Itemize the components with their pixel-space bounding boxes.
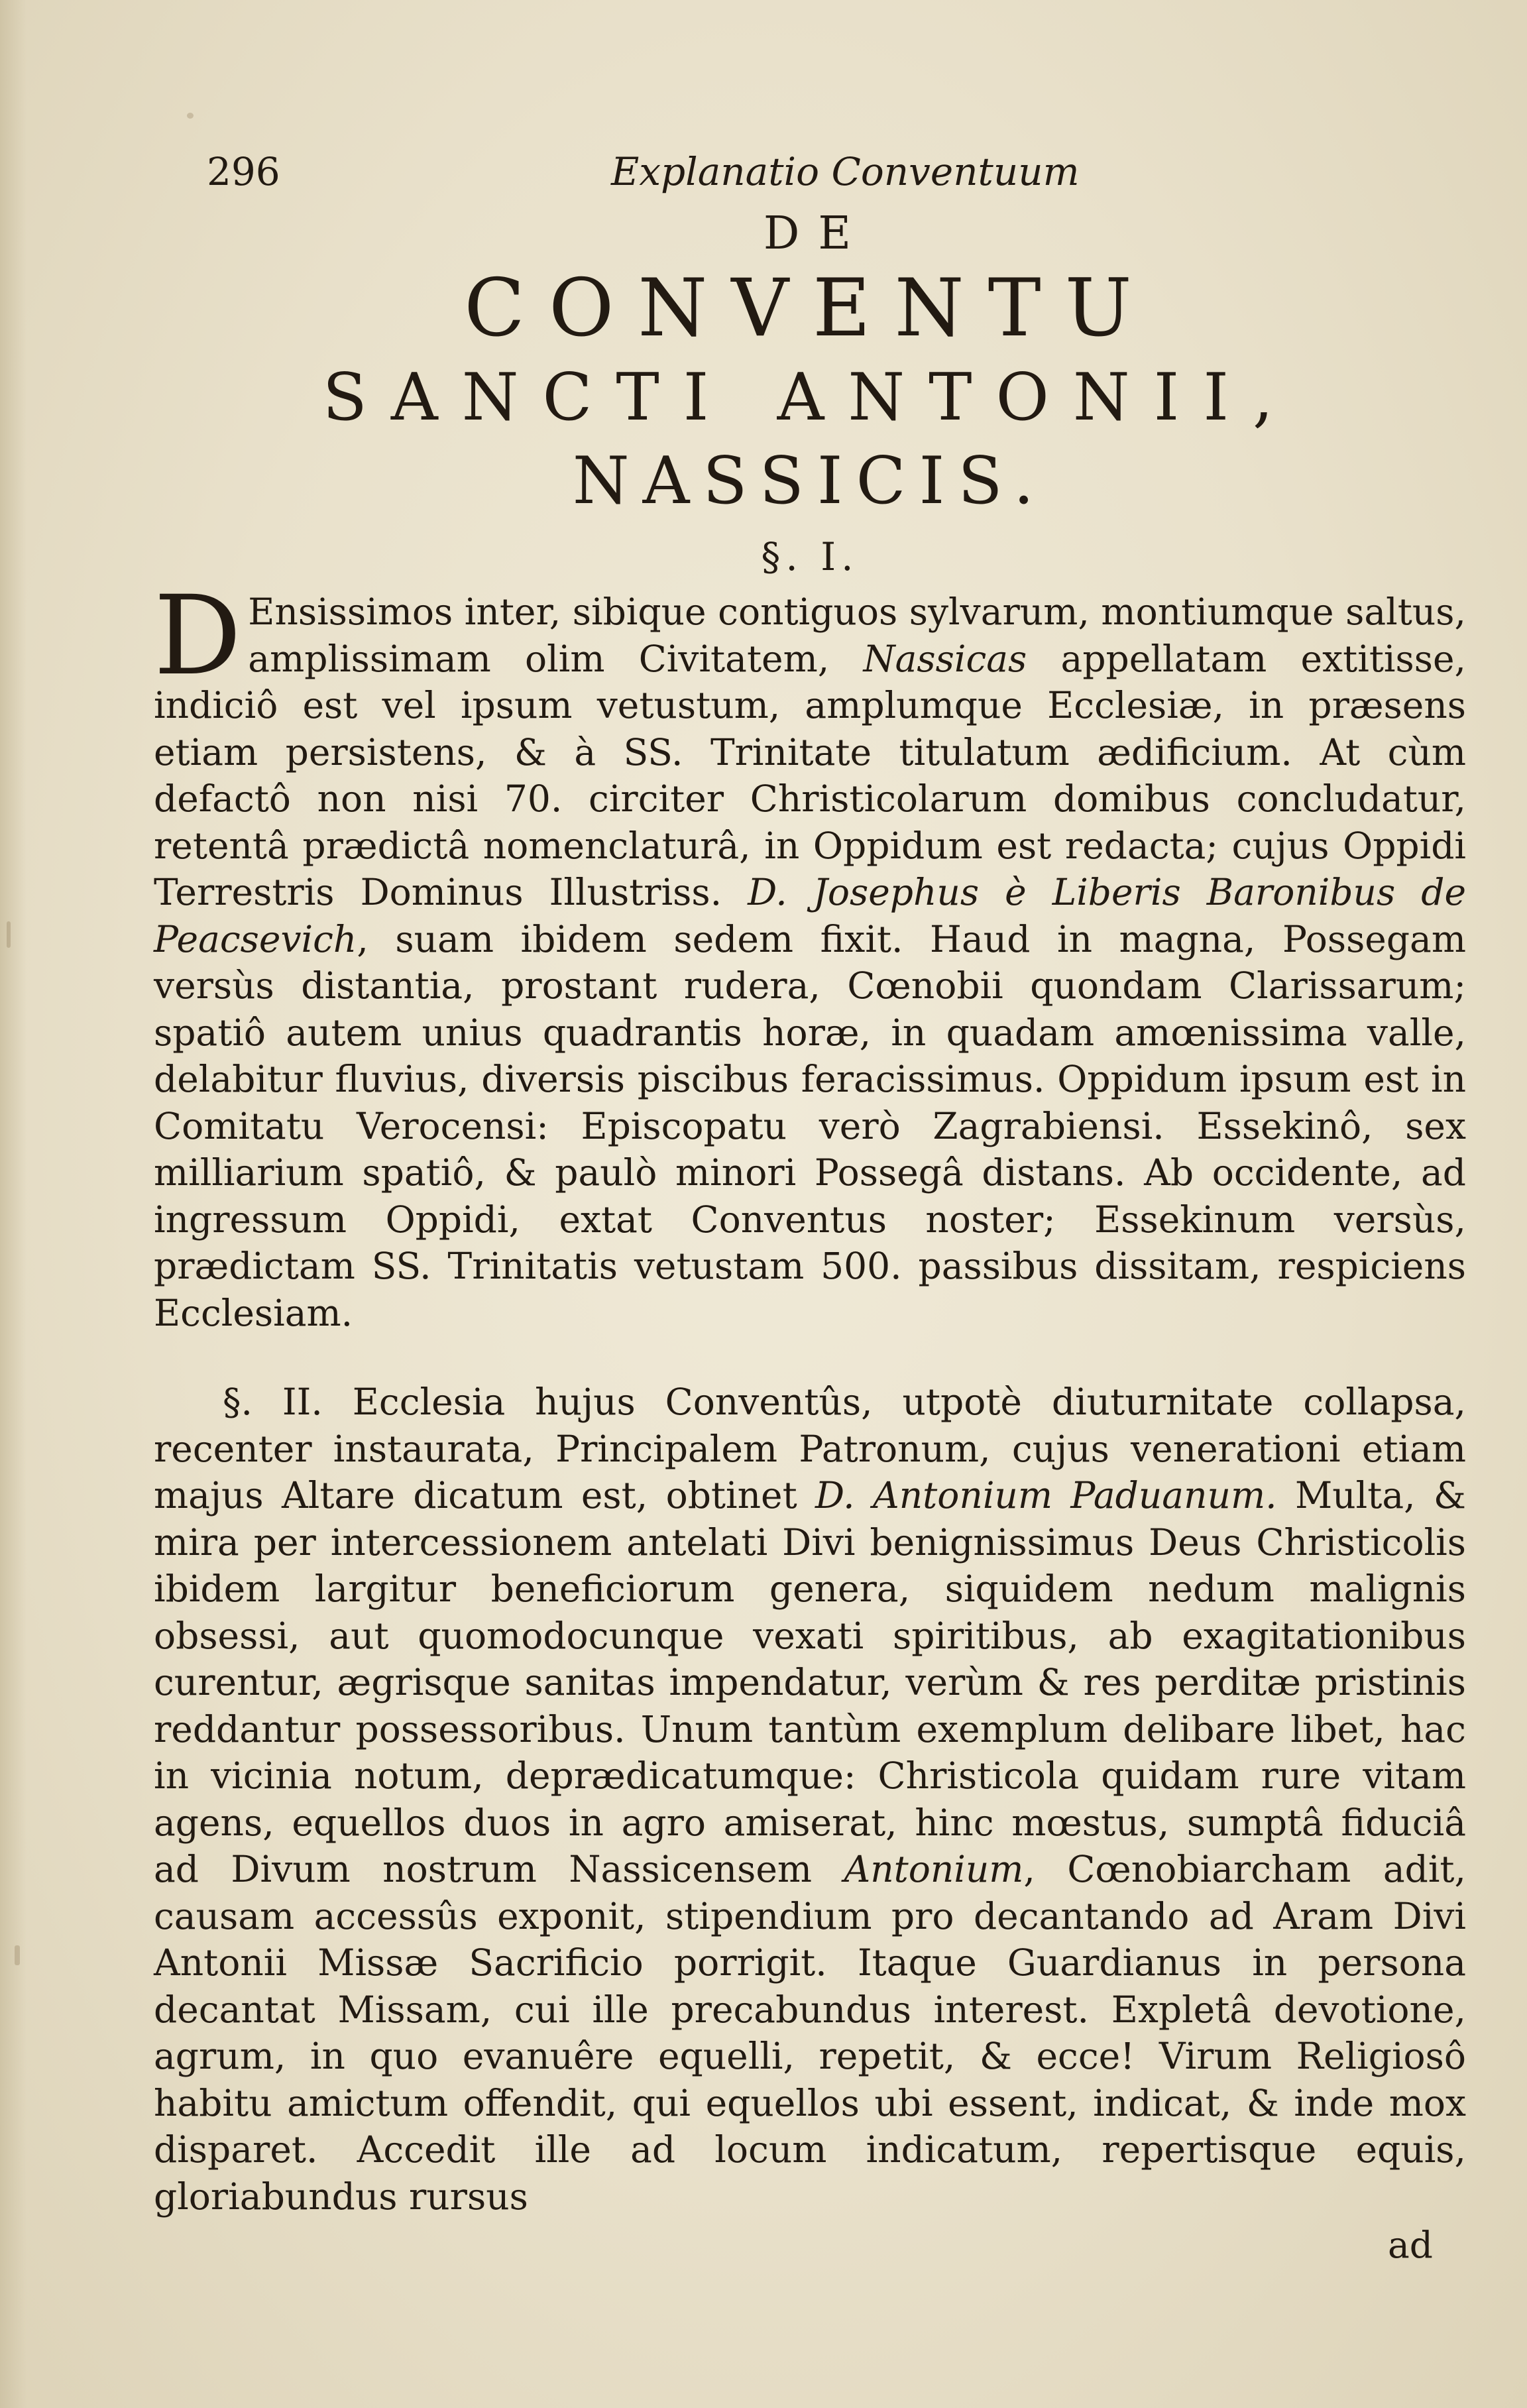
title-line-sancti-antonii: SANCTI ANTONII, [322,360,1298,435]
paragraph-2-italic-antonium-paduanum: D. Antonium Paduanum. [815,1474,1277,1517]
running-title: Explanatio Conventuum [611,149,1080,194]
paragraph-2-text-b: Multa, & mira per intercessionem antelati Divi benignissimus Deus Christicolis ibidem largitur beneficiorum genera, siquidem nedum malignis obsessi, aut quomodocunque vexati spiritibus, ab exagitationibus curentur, ægrisque sanitas impendatur, verùm & res perditæ pristinis reddantur possessoribus. Unum tantùm exemplum delibare libet, hac in vicinia notum, deprædicatumque: Christicola quidam rure vitam agens, equellos duos in agro amiserat, hinc mœstus, sumptâ fiduciâ ad Divum nostrum Nassicensem [154,1474,1466,1890]
page-number: 296 [207,149,280,194]
ink-spot [15,1945,20,1965]
paragraph-1 [154,572,1466,1336]
paragraph-2 [154,1379,1466,2220]
paragraph-1-text-b: appellatam extitisse, indiciô est vel ipsum vetustum, amplumque Ecclesiæ, in præsens etiam persistens, & à SS. Trinitate titulatum ædificium. At cùm defactô non nisi 70. circiter Christicolarum domibus concludatur, retentâ prædictâ nomenclaturâ, in Oppidum est redacta; cujus Oppidi Terrestris Dominus Illustriss. [154,637,1466,913]
paragraph-1-italic-nassicas: Nassicas [863,637,1027,680]
paragraph-2-text-a: §. II. Ecclesia hujus Conventûs, utpotè diuturnitate collapsa, recenter instaurata, Principalem Patronum, cujus venerationi etiam majus Altare dicatum est, obtinet [154,1381,1466,1517]
section-mark-1: §. I. [761,534,859,579]
drop-cap: D [154,572,242,699]
title-line-nassicis: NASSICIS. [572,443,1048,519]
paragraph-2-italic-antonium: Antonium [844,1848,1024,1890]
ink-spot [7,921,11,948]
paragraph-1-text-a: Ensissimos inter, sibique contiguos sylvarum, montiumque saltus, amplissimam olim Civitatem, [248,591,1466,680]
paragraph-2-text-c: , Cœnobiarcham adit, causam accessûs exponit, stipendium pro decantando ad Aram Divi Antonii Missæ Sacrificio porrigit. Itaque Guardianus in persona decantat Missam, cui ille precabundus interest. Expletâ devotione, agrum, in quo evanuêre equelli, repetit, & ecce! Virum Religiosô habitu amictum offendit, qui equellos ubi essent, indicat, & inde mox disparet. Accedit ille ad locum indicatum, repertisque equis, gloriabundus rursus [154,1848,1466,2218]
title-line-conventu: CONVENTU [464,262,1156,355]
page-content [154,143,1466,2266]
paragraph-1-text-c: , suam ibidem sedem fixit. Haud in magna, Possegam versùs distantia, prostant rudera, Cœnobii quondam Clarissarum; spatiô autem unius quadrantis horæ, in quadam amœnissima valle, delabitur fluvius, diversis piscibus feracissimus. Oppidum ipsum est in Comitatu Verocensi: Episcopatu verò Zagrabiensi. Essekinô, sex milliarium spatiô, & paulò minori Possegâ distans. Ab occidente, ad ingressum Oppidi, extat Conventus noster; Essekinum versùs, prædictam SS. Trinitatis vetustam 500. passibus dissitam, respiciens Ecclesiam. [154,917,1466,1334]
title-line-de: DE [763,207,870,260]
catchword: ad [1388,2224,1433,2266]
paragraph-1-italic-josephus: D. Josephus è Liberis Baronibus de Peacsevich [154,871,1466,960]
running-head [154,143,1466,202]
page-gutter-shadow [0,0,27,2408]
ink-spot [187,113,194,119]
